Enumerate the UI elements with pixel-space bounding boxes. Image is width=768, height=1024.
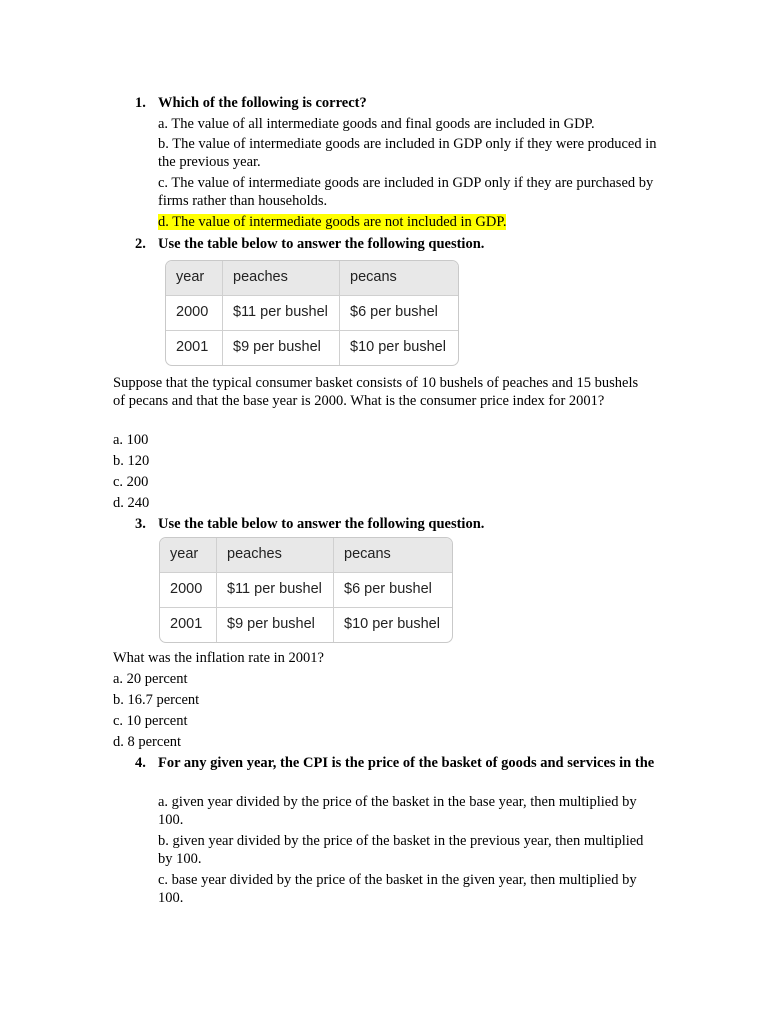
- q1-option-a: a. The value of all intermediate goods and final goods are included in GDP.: [158, 116, 595, 132]
- question-3: [135, 516, 665, 536]
- q3-option-c: c. 10 percent: [113, 713, 188, 729]
- question-text: For any given year, the CPI is the price of the basket of goods and services in the: [158, 755, 655, 771]
- question-number: 2.: [135, 236, 146, 252]
- q1-option-c: c. The value of intermediate goods are included in GDP only if they are purchased by firms rather than households.: [158, 175, 654, 209]
- q2-option-d: d. 240: [113, 495, 150, 511]
- table-cell: 2001: [166, 331, 223, 366]
- table-cell: $6 per bushel: [334, 573, 453, 608]
- table-header-row: [160, 538, 452, 573]
- table-cell: $11 per bushel: [217, 573, 334, 608]
- table-header-row: [166, 261, 458, 296]
- question-number: 1.: [135, 95, 146, 111]
- q1-option-d: [158, 214, 668, 232]
- table-header: pecans: [334, 538, 453, 573]
- q4-option-c: c. base year divided by the price of the basket in the given year, then multiplied by 100.: [158, 872, 637, 906]
- table-header: pecans: [340, 261, 459, 296]
- q3-option-b: b. 16.7 percent: [113, 692, 200, 708]
- table-row: [160, 573, 452, 608]
- table-header: year: [166, 261, 223, 296]
- question-2: [135, 236, 665, 256]
- table-header: year: [160, 538, 217, 573]
- table-cell: 2000: [166, 296, 223, 331]
- table-cell: $10 per bushel: [344, 616, 440, 633]
- q3-option-d: d. 8 percent: [113, 734, 182, 750]
- question-number: 4.: [135, 755, 146, 771]
- table-row: [160, 608, 452, 643]
- q1-option-b: b. The value of intermediate goods are included in GDP only if they were produced in the previous year.: [158, 136, 657, 170]
- question-1: [135, 95, 665, 115]
- table-cell: $9 per bushel: [223, 331, 340, 366]
- table-cell: $6 per bushel: [340, 296, 459, 331]
- table-cell: $10 per bushel: [350, 339, 446, 356]
- table-cell: $11 per bushel: [223, 296, 340, 331]
- table-cell: 2001: [160, 608, 217, 643]
- q3-prompt: What was the inflation rate in 2001?: [113, 650, 324, 666]
- table-header: peaches: [223, 261, 340, 296]
- question-text: Use the table below to answer the following question.: [158, 516, 485, 532]
- table-row: [166, 331, 458, 366]
- price-table: [165, 260, 459, 366]
- q2-option-c: c. 200: [113, 474, 149, 490]
- table-header: peaches: [217, 538, 334, 573]
- q2-prompt: Suppose that the typical consumer basket consists of 10 bushels of peaches and 15 bushels of pecans and that the base year is 2000. What is the consumer price index for 2001?: [113, 375, 639, 409]
- question-number: 3.: [135, 516, 146, 532]
- question-4: [135, 755, 665, 795]
- highlighted-answer: d. The value of intermediate goods are not included in GDP.: [158, 214, 507, 230]
- price-table: [159, 537, 453, 643]
- q2-option-b: b. 120: [113, 453, 150, 469]
- q4-option-b: b. given year divided by the price of the basket in the previous year, then multiplied by 100.: [158, 833, 644, 867]
- question-text: Use the table below to answer the following question.: [158, 236, 485, 252]
- table-cell: $9 per bushel: [217, 608, 334, 643]
- table-row: [166, 296, 458, 331]
- q3-option-a: a. 20 percent: [113, 671, 188, 687]
- table-cell: 2000: [160, 573, 217, 608]
- q4-option-a: a. given year divided by the price of the basket in the base year, then multiplied by 100.: [158, 794, 637, 828]
- question-text: Which of the following is correct?: [158, 95, 367, 111]
- q2-option-a: a. 100: [113, 432, 149, 448]
